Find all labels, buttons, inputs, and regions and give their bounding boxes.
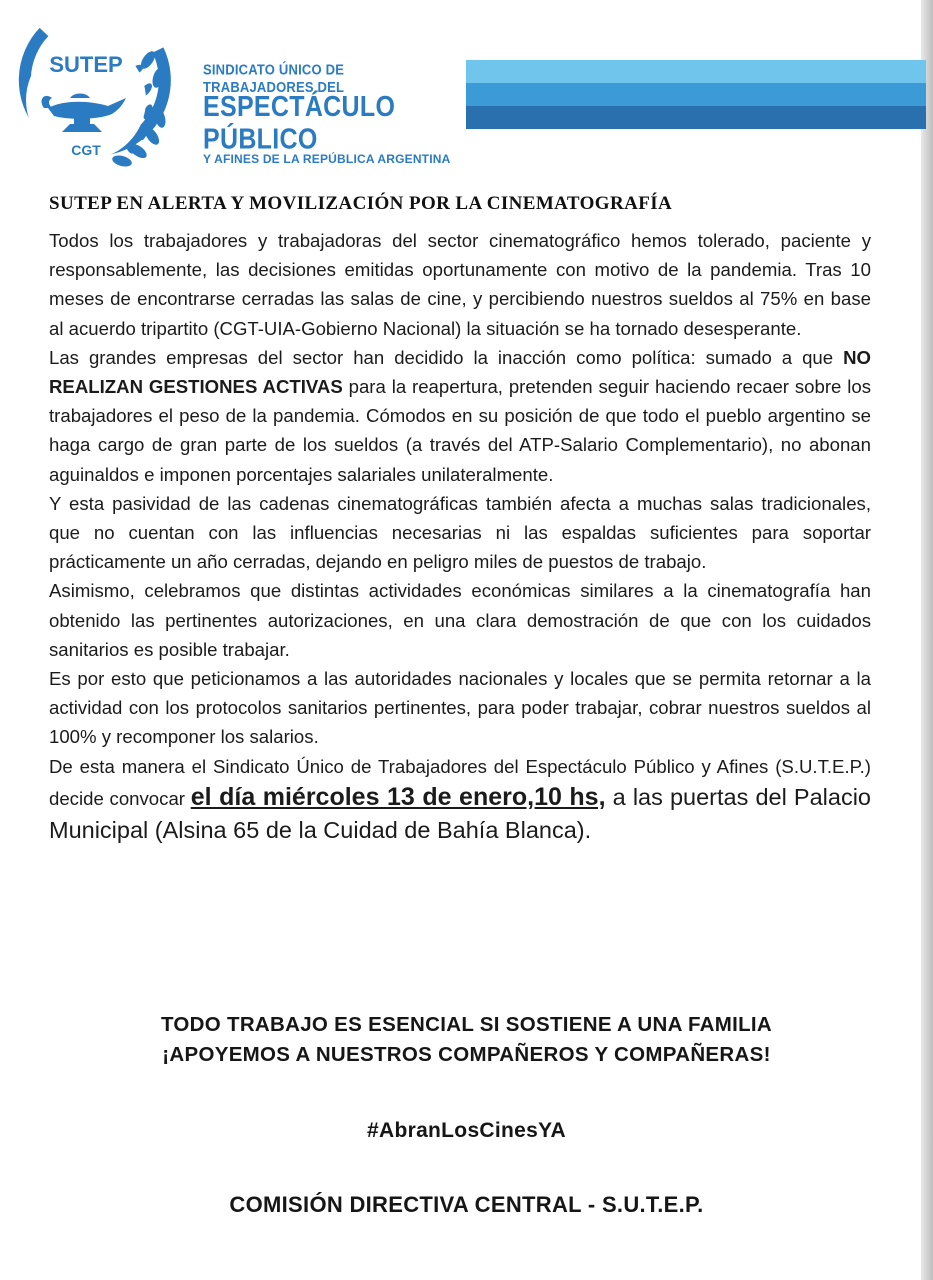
org-name-line2: ESPECTÁCULO PÚBLICO <box>203 90 396 156</box>
emphasis-no-gestiones: NO REALIZAN GESTIONES ACTIVAS <box>49 346 871 398</box>
slogan-line2: ¡APOYEMOS A NUESTROS COMPAÑEROS Y COMPAÑERAS! <box>162 1043 771 1066</box>
hashtag: #AbranLosCinesYA <box>367 1119 566 1142</box>
document-headline: SUTEP EN ALERTA Y MOVILIZACIÓN POR LA CINEMATOGRAFÍA <box>49 193 673 214</box>
org-name-line3: Y AFINES DE LA REPÚBLICA ARGENTINA <box>203 152 451 166</box>
statement-body <box>49 226 871 847</box>
event-date: el día miércoles 13 de enero,10 hs, <box>190 782 606 811</box>
paragraph-5: Es por esto que peticionamos a las autoridades nacionales y locales que se permita retornar a la actividad con los protocolos sanitarios pertinentes, para poder trabajar, cobrar nuestros sueldos al 100% y recomponer los salarios. <box>49 668 871 748</box>
header-bar-medium <box>466 83 926 106</box>
sutep-logo <box>8 20 178 180</box>
header-color-bars <box>466 60 926 129</box>
org-name-line1: SINDICATO ÚNICO DE TRABAJADORES DEL <box>203 61 345 96</box>
signature: COMISIÓN DIRECTIVA CENTRAL - S.U.T.E.P. <box>229 1192 704 1217</box>
paragraph-1: Todos los trabajadores y trabajadoras del sector cinematográfico hemos tolerado, paciente y responsablemente, las decisiones emitidas oportunamente con motivo de la pandemia. Tras 10 meses de encontrarse cerradas las salas de cine, y percibiendo nuestros sueldos al 75% en base al acuerdo tripartito (CGT-UIA-Gobierno Nacional) la situación se ha tornado desesperante. <box>49 230 871 339</box>
logo-affiliation: CGT <box>71 142 101 158</box>
page-edge-shadow <box>921 0 933 1280</box>
paragraph-3: Y esta pasividad de las cadenas cinematográficas también afecta a muchas salas tradicionales, que no cuentan con las influencias necesarias ni las espaldas suficientes para soportar prácticamente un año cerradas, dejando en peligro miles de puestos de trabajo. <box>49 492 871 573</box>
header-bar-dark <box>466 106 926 129</box>
slogan-line1: TODO TRABAJO ES ESENCIAL SI SOSTIENE A UNA FAMILIA <box>160 1013 773 1036</box>
logo-acronym: SUTEP <box>49 52 123 77</box>
paragraph-6: De esta manera el Sindicato Único de Trabajadores del Espectáculo Público y Afines (S.U.T.E.P.) decide convocar el día miércoles 13 de enero,10 hs, a las puertas del Palacio Municipal (Alsina 65 de la Cuidad de Bahía Blanca). <box>49 755 871 843</box>
paragraph-4: Asimismo, celebramos que distintas actividades económicas similares a la cinematografía han obtenido las pertinentes autorizaciones, en una clara demostración de que con los cuidados sanitarios es posible trabajar. <box>49 580 871 660</box>
organization-name <box>203 63 453 167</box>
header-bar-light <box>466 60 926 83</box>
paragraph-2: Las grandes empresas del sector han decidido la inacción como política: sumado a que NO REALIZAN GESTIONES ACTIVAS para la reapertura, pretenden seguir haciendo recaer sobre los trabajadores el peso de la pandemia. Cómodos en su posición de que todo el pueblo argentino se haga cargo de gran parte de los sueldos (a través del ATP-Salario Complementario), no abonan aguinaldos e imponen porcentajes salariales unilateralmente. <box>49 346 871 485</box>
